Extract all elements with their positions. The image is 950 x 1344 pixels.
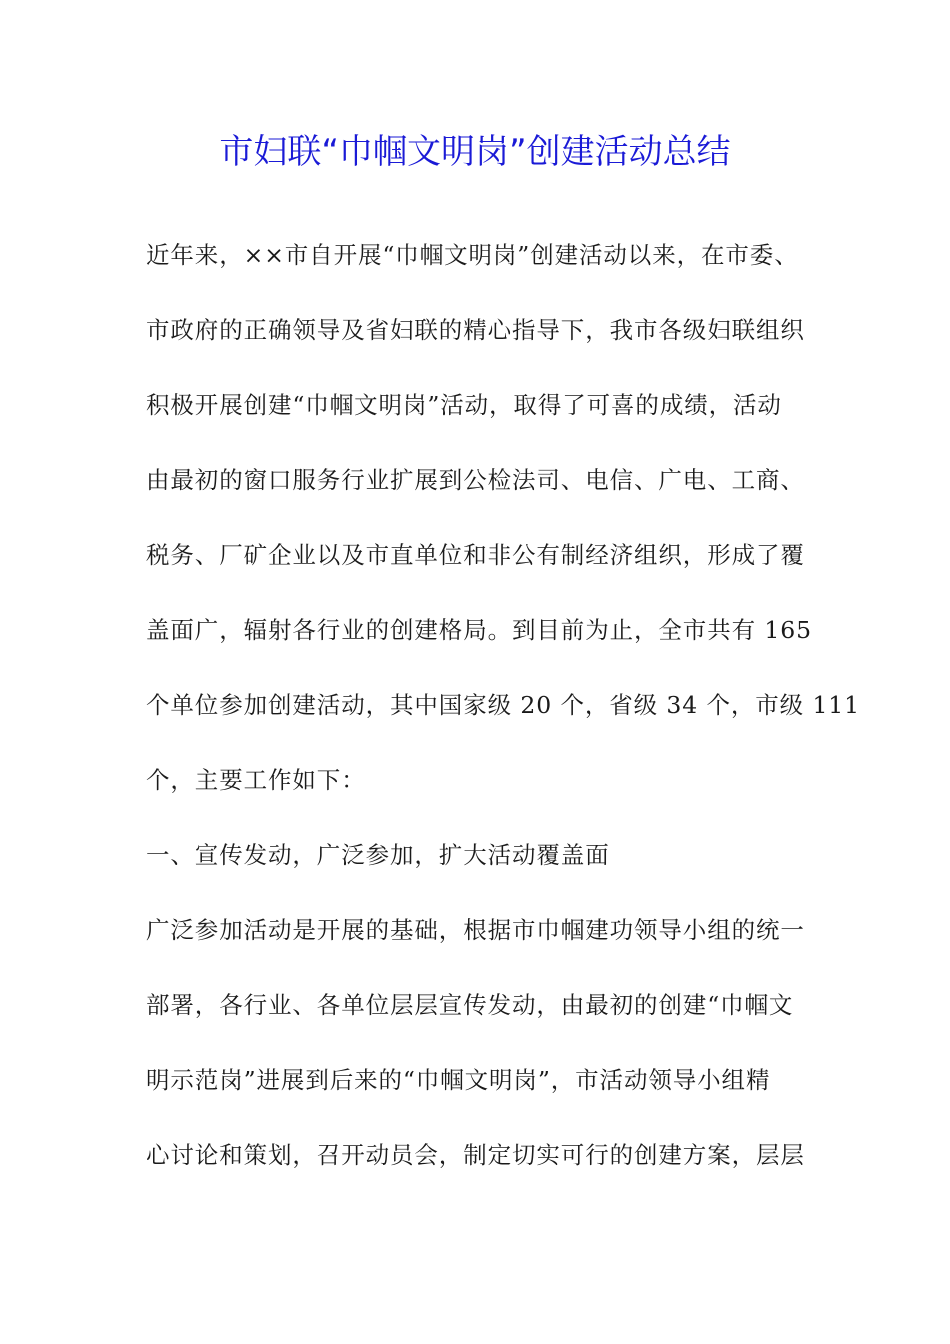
paragraph-line: 积极开展创建“巾帼文明岗”活动，取得了可喜的成绩，活动 [146,391,782,419]
paragraph-line: 心讨论和策划，召开动员会，制定切实可行的创建方案，层层 [146,1141,805,1169]
document-body [146,232,861,1207]
paragraph-line: 盖面广，辐射各行业的创建格局。到目前为止，全市共有 165 [146,616,812,644]
paragraph-line: 个单位参加创建活动，其中国家级 20 个，省级 34 个，市级 111 [146,691,861,719]
section-heading: 一、宣传发动，广泛参加，扩大活动覆盖面 [146,841,610,869]
paragraph-line: 税务、厂矿企业以及市直单位和非公有制经济组织，形成了覆 [146,541,805,569]
paragraph-line: 近年来，××市自开展“巾帼文明岗”创建活动以来，在市委、 [146,241,799,269]
paragraph-line: 明示范岗”进展到后来的“巾帼文明岗”，市活动领导小组精 [146,1066,771,1094]
paragraph-line: 市政府的正确领导及省妇联的精心指导下，我市各级妇联组织 [146,316,805,344]
document-title: 市妇联“巾帼文明岗”创建活动总结 [219,132,731,172]
paragraph-line: 个，主要工作如下： [146,766,366,794]
paragraph-line: 由最初的窗口服务行业扩展到公检法司、电信、广电、工商、 [146,466,805,494]
paragraph-line: 部署，各行业、各单位层层宣传发动，由最初的创建“巾帼文 [146,991,794,1019]
paragraph-line: 广泛参加活动是开展的基础，根据市巾帼建功领导小组的统一 [146,916,805,944]
